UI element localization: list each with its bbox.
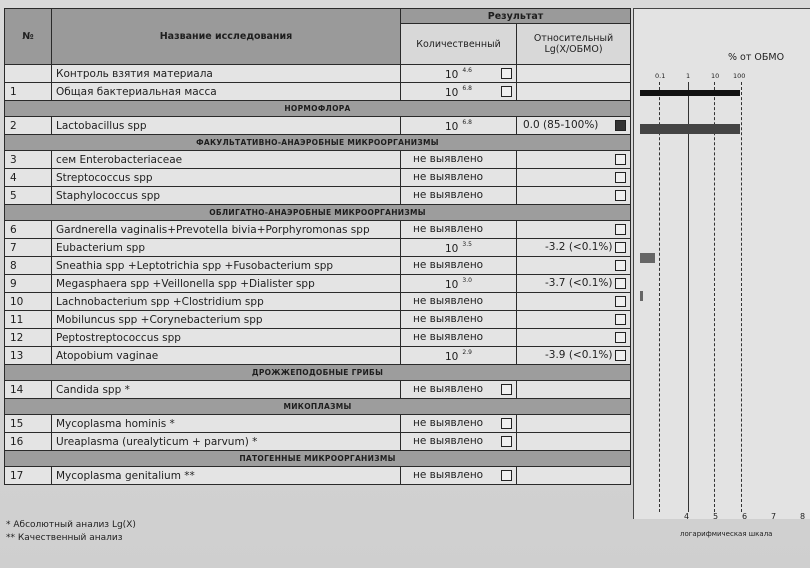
not-detected-text: не выявлено [413,223,484,235]
row-name: сем Enterobacteriaceae [52,151,401,169]
pct-tick-label: 10 [711,72,720,80]
row-relative [517,151,631,169]
row-name: Sneathia spp +Leptotrichia spp +Fusobacterium spp [52,257,401,275]
quantity-base: 10 [445,121,459,133]
chart-bar-row-1 [640,90,740,96]
quantity-exponent: 3.5 [462,241,472,248]
axis-name: логарифмическая шкала [680,530,773,538]
table-row [5,415,631,433]
log-tick-label: 4 [684,512,690,521]
quantity-base: 10 [445,69,459,81]
chart-title: % от ОБМО [728,52,785,63]
row-relative [517,381,631,399]
not-detected-text: не выявлено [413,153,484,165]
table-row [5,293,631,311]
quantity-base: 10 [445,87,459,99]
checkbox-icon [615,314,626,325]
row-relative [517,169,631,187]
table-row [5,117,631,135]
checkbox-icon [501,68,512,79]
section-header-obligate: ОБЛИГАТНО-АНАЭРОБНЫЕ МИКРООРГАНИЗМЫ [5,205,631,221]
row-relative [517,311,631,329]
row-name: Candida spp * [52,381,401,399]
quantity-base: 10 [445,279,459,291]
row-quantity [401,415,517,433]
relative-value: -3.9 (<0.1%) [545,349,613,361]
row-num: 3 [5,151,52,169]
checkbox-icon [501,384,512,395]
table-row [5,221,631,239]
checkbox-icon [501,436,512,447]
row-num [5,65,52,83]
row-quantity [401,221,517,239]
row-num: 17 [5,467,52,485]
section-header-normoflora: НОРМОФЛОРА [5,101,631,117]
row-quantity [401,433,517,451]
results-table [4,8,631,485]
row-num: 5 [5,187,52,205]
row-quantity [401,329,517,347]
table-row [5,433,631,451]
col-relative-header: Относительный Lg(X/ОБМО) [517,24,631,65]
row-quantity [401,169,517,187]
checkbox-icon [615,296,626,307]
row-quantity [401,467,517,485]
row-name: Контроль взятия материала [52,65,401,83]
row-relative [517,293,631,311]
row-name: Mobiluncus spp +Corynebacterium spp [52,311,401,329]
gridline [714,82,715,512]
row-relative [517,117,631,135]
row-quantity [401,257,517,275]
row-relative [517,239,631,257]
row-name: Lachnobacterium spp +Clostridium spp [52,293,401,311]
row-quantity [401,311,517,329]
quantity-exponent: 6.8 [462,85,472,92]
not-detected-text: не выявлено [413,189,484,201]
section-header-mycoplasma: МИКОПЛАЗМЫ [5,399,631,415]
footnote-qualitative: ** Качественный анализ [6,533,123,543]
row-relative [517,467,631,485]
row-num: 9 [5,275,52,293]
log-tick-label: 8 [800,512,806,521]
col-name-header: Название исследования [52,9,401,65]
quantity-exponent: 4.6 [462,67,472,74]
checkbox-icon [501,86,512,97]
row-name: Gardnerella vaginalis+Prevotella bivia+Porphyromonas spp [52,221,401,239]
not-detected-text: не выявлено [413,417,484,429]
row-relative [517,187,631,205]
row-quantity [401,381,517,399]
pct-tick-label: 0.1 [655,72,666,80]
checkbox-icon [615,120,626,131]
checkbox-icon [615,154,626,165]
row-quantity [401,347,517,365]
table-row [5,257,631,275]
chart-bar-row-9 [640,291,643,301]
row-relative [517,275,631,293]
not-detected-text: не выявлено [413,383,484,395]
row-quantity [401,275,517,293]
row-num: 14 [5,381,52,399]
gridline [659,82,660,512]
row-relative [517,257,631,275]
row-name: Eubacterium spp [52,239,401,257]
quantity-base: 10 [445,243,459,255]
col-quantity-header: Количественный [401,24,517,65]
not-detected-text: не выявлено [413,313,484,325]
row-quantity [401,117,517,135]
row-relative [517,221,631,239]
row-num: 1 [5,83,52,101]
relative-value: 0.0 (85-100%) [523,119,599,131]
table-row [5,347,631,365]
checkbox-icon [615,332,626,343]
quantity-exponent: 3.0 [462,277,472,284]
row-quantity [401,151,517,169]
log-tick-label: 7 [771,512,777,521]
checkbox-icon [615,224,626,235]
chart-bar-row-7 [640,253,655,263]
section-header-facultative: ФАКУЛЬТАТИВНО-АНАЭРОБНЫЕ МИКРООРГАНИЗМЫ [5,135,631,151]
row-relative [517,83,631,101]
row-quantity [401,83,517,101]
table-row [5,275,631,293]
row-quantity [401,239,517,257]
gridline [741,82,742,512]
pct-tick-label: 1 [686,72,691,80]
checkbox-icon [615,242,626,253]
checkbox-icon [615,350,626,361]
row-num: 2 [5,117,52,135]
row-num: 7 [5,239,52,257]
row-name: Megasphaera spp +Veillonella spp +Dialister spp [52,275,401,293]
table-row [5,151,631,169]
quantity-base: 10 [445,351,459,363]
row-name: Peptostreptococcus spp [52,329,401,347]
checkbox-icon [615,260,626,271]
pct-tick-label: 100 [733,72,746,80]
row-num: 4 [5,169,52,187]
row-name: Mycoplasma hominis * [52,415,401,433]
row-quantity [401,65,517,83]
quantity-exponent: 6.8 [462,119,472,126]
not-detected-text: не выявлено [413,259,484,271]
row-num: 13 [5,347,52,365]
row-num: 16 [5,433,52,451]
checkbox-icon [501,418,512,429]
row-num: 10 [5,293,52,311]
table-row [5,187,631,205]
row-name: Ureaplasma (urealyticum + parvum) * [52,433,401,451]
table-row [5,169,631,187]
not-detected-text: не выявлено [413,295,484,307]
row-num: 8 [5,257,52,275]
table-row [5,311,631,329]
quantity-exponent: 2.9 [462,349,472,356]
gridline [688,82,689,512]
section-header-yeast: ДРОЖЖЕПОДОБНЫЕ ГРИБЫ [5,365,631,381]
row-num: 12 [5,329,52,347]
row-name: Streptococcus spp [52,169,401,187]
row-relative [517,433,631,451]
row-name: Lactobacillus spp [52,117,401,135]
row-name: Staphylococcus spp [52,187,401,205]
row-relative [517,415,631,433]
table-row [5,381,631,399]
log-tick-label: 5 [713,512,719,521]
row-num: 11 [5,311,52,329]
not-detected-text: не выявлено [413,435,484,447]
col-result-header: Результат [401,9,631,24]
row-name: Mycoplasma genitalium ** [52,467,401,485]
relative-value: -3.7 (<0.1%) [545,277,613,289]
not-detected-text: не выявлено [413,469,484,481]
row-quantity [401,293,517,311]
table-row [5,329,631,347]
not-detected-text: не выявлено [413,171,484,183]
row-num: 6 [5,221,52,239]
row-num: 15 [5,415,52,433]
row-name: Общая бактериальная масса [52,83,401,101]
table-header-row [5,9,631,24]
row-name: Atopobium vaginae [52,347,401,365]
table-row [5,83,631,101]
checkbox-icon [501,470,512,481]
chart-bar-row-2 [640,124,740,134]
col-num-header: № [5,9,52,65]
relative-value: -3.2 (<0.1%) [545,241,613,253]
table-row [5,467,631,485]
row-quantity [401,187,517,205]
footnote-absolute: * Абсолютный анализ Lg(X) [6,520,136,530]
log-tick-label: 6 [742,512,748,521]
checkbox-icon [615,190,626,201]
section-header-pathogens: ПАТОГЕННЫЕ МИКРООРГАНИЗМЫ [5,451,631,467]
row-relative [517,65,631,83]
table-row [5,239,631,257]
not-detected-text: не выявлено [413,331,484,343]
checkbox-icon [615,172,626,183]
table-row [5,65,631,83]
row-relative [517,347,631,365]
row-relative [517,329,631,347]
checkbox-icon [615,278,626,289]
